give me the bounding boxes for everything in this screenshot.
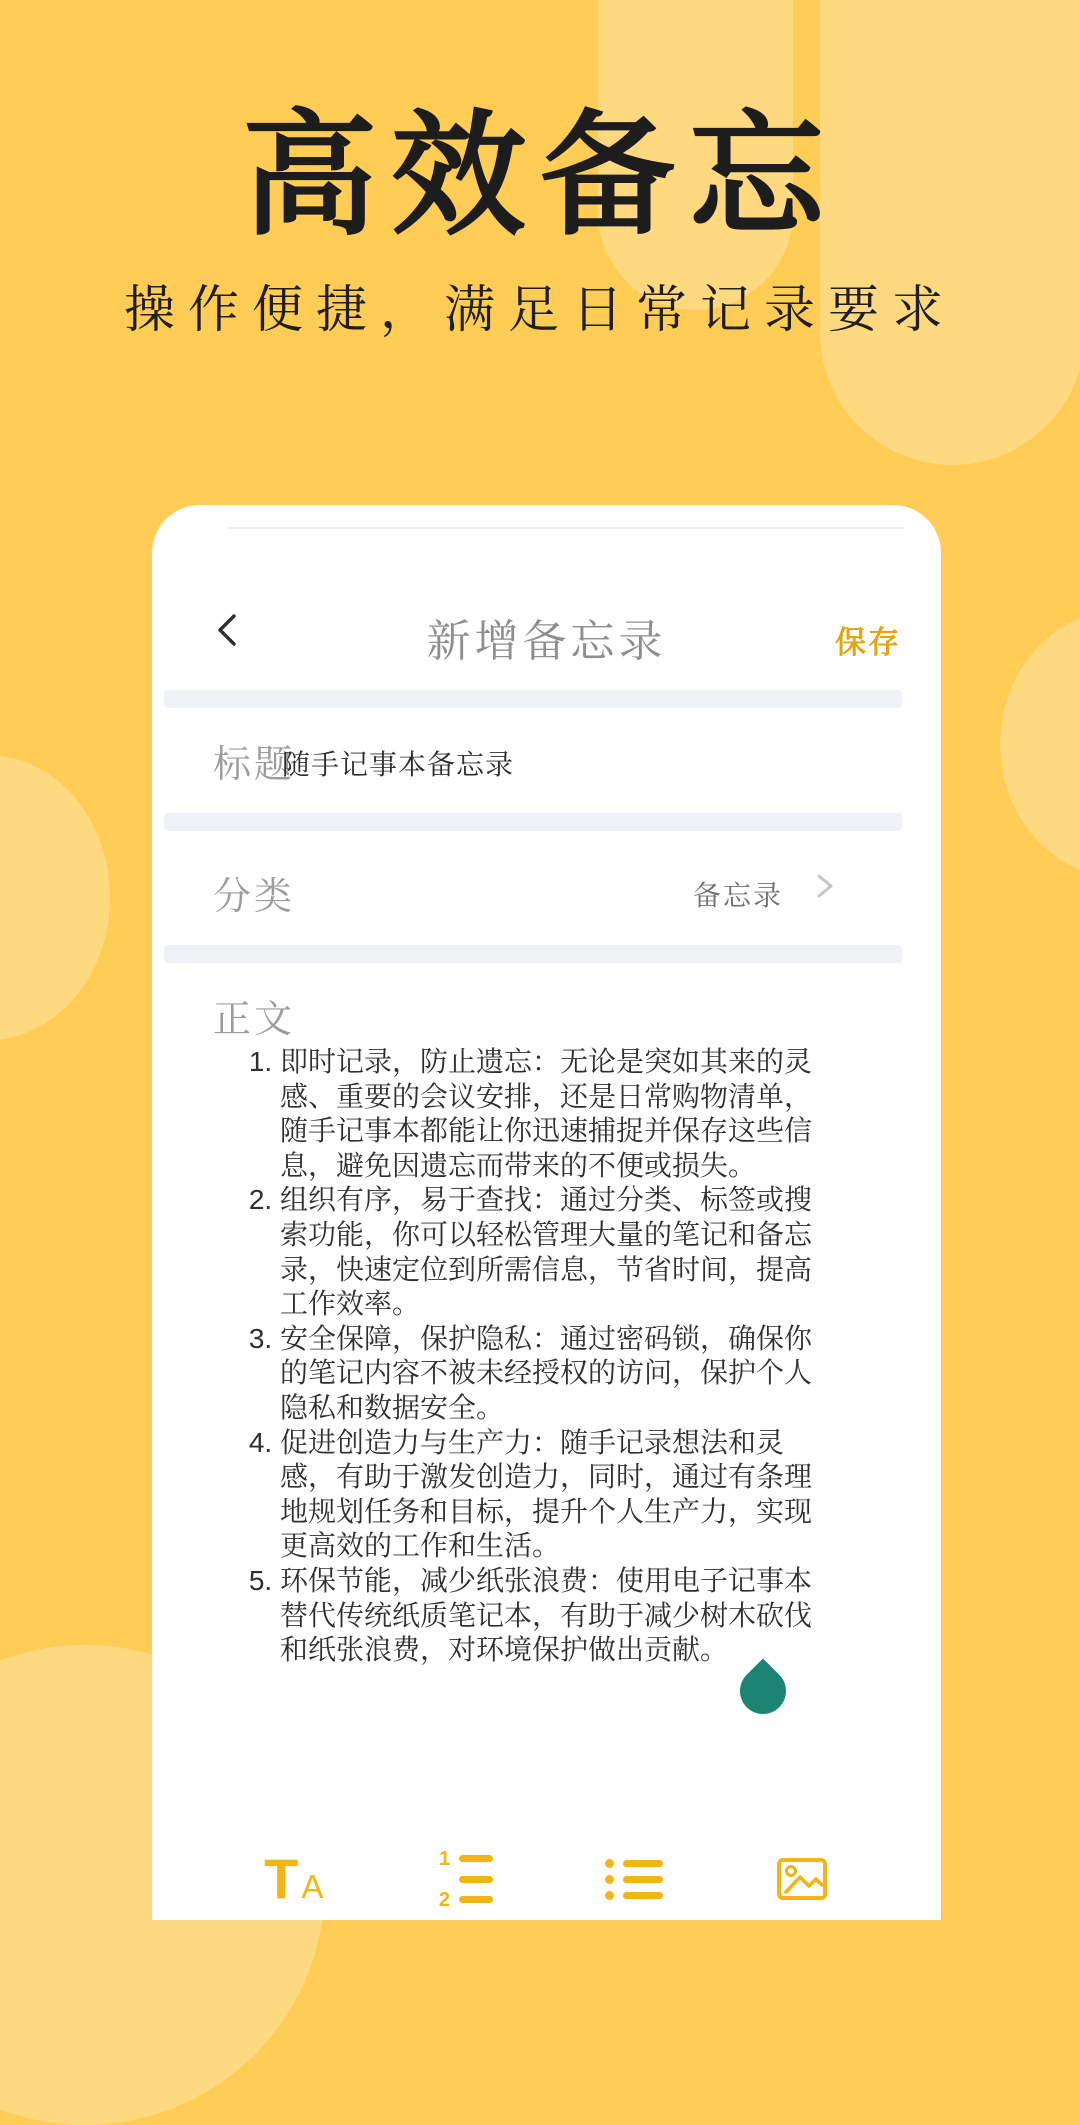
numbered-list-icon: 1 2 xyxy=(436,1849,493,1910)
bullet-list-button[interactable] xyxy=(605,1859,663,1900)
text-cursor-handle[interactable] xyxy=(730,1658,795,1723)
background-blob xyxy=(1000,608,1080,880)
title-field-label: 标题 xyxy=(213,744,296,786)
text-format-button[interactable]: T A xyxy=(264,1847,324,1911)
bullet-list-icon xyxy=(605,1859,663,1900)
numbered-list-button[interactable] xyxy=(436,1849,493,1910)
insert-image-button[interactable] xyxy=(775,1854,829,1904)
memo-editor-card xyxy=(152,505,941,1920)
body-list-item: 1. 即时记录，防止遗忘：无论是突如其来的灵感、重要的会议安排，还是日常购物清单，随手记事本都能让你迅速捕捉并保存这些信息，避免因遗忘而带来的不便或损失。 xyxy=(280,1045,818,1183)
save-button[interactable]: 保存 xyxy=(835,625,901,660)
body-list-item: 5. 环保节能，减少纸张浪费：使用电子记事本替代传统纸质笔记本，有助于减少树木砍伐和纸张浪费，对环境保护做出贡献。 xyxy=(280,1564,818,1668)
image-icon xyxy=(775,1854,829,1904)
body-list-item: 4. 促进创造力与生产力：随手记录想法和灵感，有助于激发创造力，同时，通过有条理地规划任务和目标，提升个人生产力，实现更高效的工作和生活。 xyxy=(280,1426,818,1564)
body-list-item: 2. 组织有序，易于查找：通过分类、标签或搜索功能，你可以轻松管理大量的笔记和备忘录，快速定位到所需信息，节省时间，提高工作效率。 xyxy=(280,1183,818,1321)
category-row[interactable] xyxy=(152,850,941,930)
editor-toolbar xyxy=(152,1837,941,1921)
body-editor[interactable] xyxy=(240,1045,818,1668)
divider xyxy=(164,945,902,963)
background-blob xyxy=(0,755,110,1040)
page-title: 新增备忘录 xyxy=(426,617,667,666)
category-field-label: 分类 xyxy=(213,876,296,918)
body-list-item: 3. 安全保障，保护隐私：通过密码锁，确保你的笔记内容不被未经授权的访问，保护个人隐私和数据安全。 xyxy=(280,1322,818,1426)
body-field-label: 正文 xyxy=(213,999,296,1041)
divider xyxy=(164,813,902,831)
text-format-icon: T xyxy=(264,1847,299,1911)
chevron-right-icon xyxy=(809,871,839,901)
title-input[interactable]: 随手记事本备忘录 xyxy=(282,749,515,780)
hero-subtitle: 操作便捷，满足日常记录要求 xyxy=(123,281,956,338)
hero-title: 高效备忘 xyxy=(242,100,838,251)
divider xyxy=(164,690,902,708)
category-value: 备忘录 xyxy=(692,880,783,911)
inner-screen-edge xyxy=(228,527,904,529)
